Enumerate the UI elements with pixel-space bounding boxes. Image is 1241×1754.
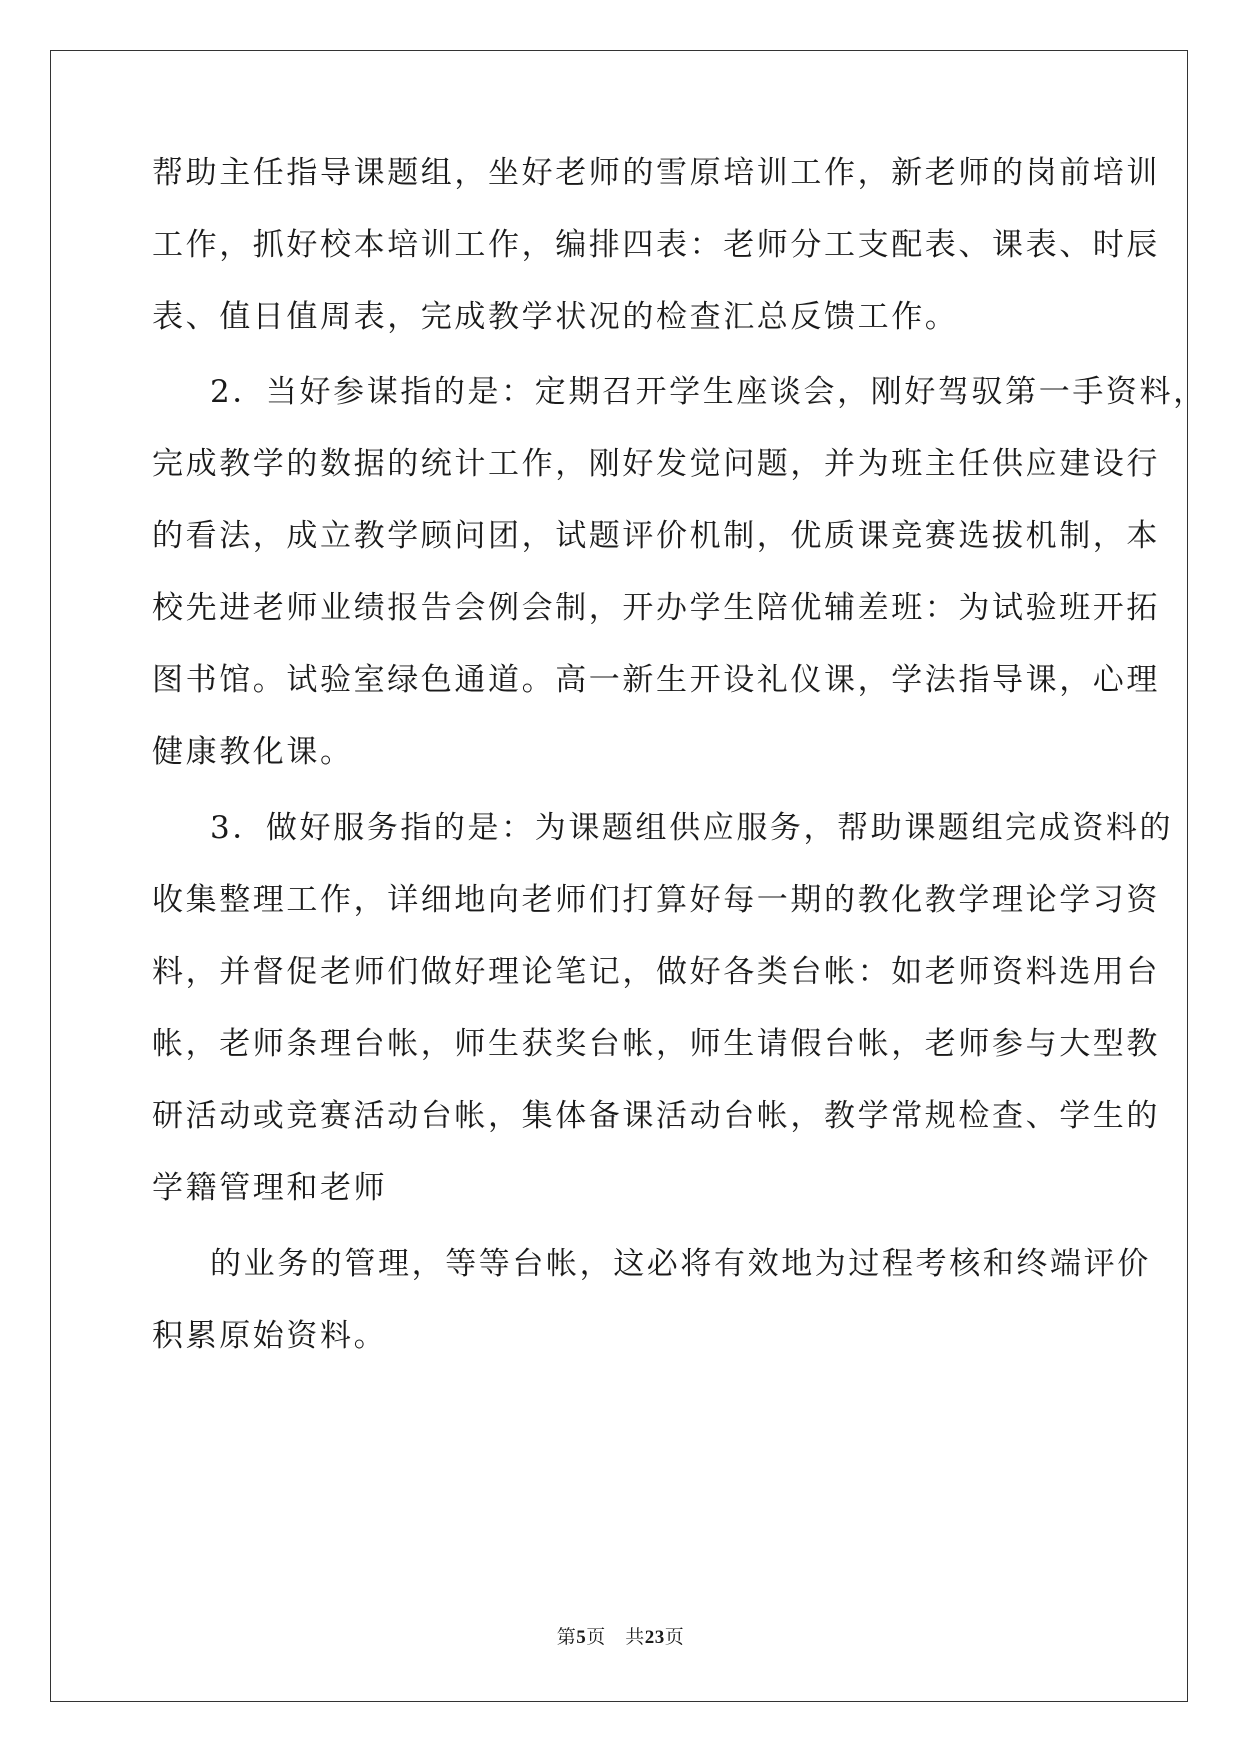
text-line: 校先进老师业绩报告会例会制，开办学生陪优辅差班：为试验班开拓 bbox=[152, 590, 1160, 626]
text-line: 健康教化课。 bbox=[152, 734, 354, 770]
text-line: 2．当好参谋指的是：定期召开学生座谈会，刚好驾驭第一手资料， bbox=[210, 374, 1207, 410]
text-line: 工作，抓好校本培训工作，编排四表：老师分工支配表、课表、时辰 bbox=[152, 227, 1160, 263]
text-line: 的业务的管理，等等台帐，这必将有效地为过程考核和终端评价 bbox=[210, 1246, 1151, 1282]
text-line: 学籍管理和老师 bbox=[152, 1170, 388, 1206]
text-line: 收集整理工作，详细地向老师们打算好每一期的教化教学理论学习资 bbox=[152, 882, 1160, 918]
footer-suffix: 页 bbox=[664, 1626, 685, 1648]
footer-prefix: 第 bbox=[556, 1626, 577, 1648]
footer-total-pages: 23 bbox=[644, 1627, 665, 1648]
text-line: 研活动或竞赛活动台帐，集体备课活动台帐，教学常规检查、学生的 bbox=[152, 1098, 1160, 1134]
text-line: 帐，老师条理台帐，师生获奖台帐，师生请假台帐，老师参与大型教 bbox=[152, 1026, 1160, 1062]
text-line: 积累原始资料。 bbox=[152, 1318, 388, 1354]
text-line: 料，并督促老师们做好理论笔记，做好各类台帐：如老师资料选用台 bbox=[152, 954, 1160, 990]
text-line: 完成教学的数据的统计工作，刚好发觉问题，并为班主任供应建设行 bbox=[152, 446, 1160, 482]
text-line: 图书馆。试验室绿色通道。高一新生开设礼仪课，学法指导课，心理 bbox=[152, 662, 1160, 698]
text-line: 表、值日值周表，完成教学状况的检查汇总反馈工作。 bbox=[152, 299, 959, 335]
footer-page-number: 5 bbox=[576, 1627, 587, 1648]
footer-middle: 页 共 bbox=[586, 1626, 645, 1648]
page-footer bbox=[0, 1622, 1241, 1649]
text-line: 3．做好服务指的是：为课题组供应服务，帮助课题组完成资料的 bbox=[210, 810, 1174, 846]
text-line: 帮助主任指导课题组，坐好老师的雪原培训工作，新老师的岗前培训 bbox=[152, 155, 1160, 191]
text-line: 的看法，成立教学顾问团，试题评价机制，优质课竞赛选拔机制，本 bbox=[152, 518, 1160, 554]
